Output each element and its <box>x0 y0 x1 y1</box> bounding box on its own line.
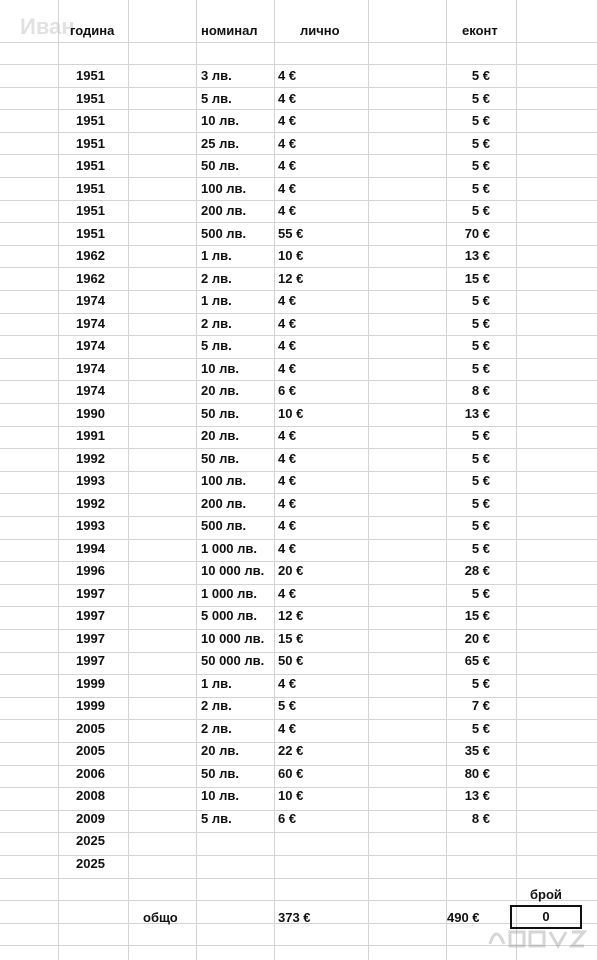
row-year: 1962 <box>76 248 105 263</box>
row-price-econt: 13 € <box>464 406 490 421</box>
row-year: 1993 <box>76 473 105 488</box>
row-price-personal: 4 € <box>278 316 297 331</box>
row-denomination: 1 лв. <box>201 676 232 691</box>
row-price-econt: 5 € <box>471 473 490 488</box>
row-denomination: 20 лв. <box>201 743 239 758</box>
row-price-personal: 4 € <box>278 158 297 173</box>
row-price-personal: 22 € <box>278 743 304 758</box>
row-price-personal: 4 € <box>278 91 297 106</box>
row-denomination: 5 000 лв. <box>201 608 258 623</box>
grid-column-line <box>516 0 517 960</box>
row-denomination: 20 лв. <box>201 428 239 443</box>
row-year: 1992 <box>76 451 105 466</box>
row-price-econt: 15 € <box>464 271 490 286</box>
row-year: 1951 <box>76 226 105 241</box>
row-price-personal: 4 € <box>278 113 297 128</box>
row-denomination: 10 000 лв. <box>201 631 265 646</box>
row-price-econt: 5 € <box>471 68 490 83</box>
row-price-econt: 5 € <box>471 316 490 331</box>
row-year: 1962 <box>76 271 105 286</box>
row-price-personal: 10 € <box>278 406 304 421</box>
row-denomination: 20 лв. <box>201 383 239 398</box>
row-price-personal: 4 € <box>278 496 297 511</box>
count-input[interactable]: 0 <box>510 905 582 929</box>
count-label: брой <box>530 887 562 902</box>
row-year: 1974 <box>76 316 105 331</box>
grid-column-line <box>58 0 59 960</box>
row-price-econt: 8 € <box>471 383 490 398</box>
row-denomination: 25 лв. <box>201 136 239 151</box>
row-year: 1951 <box>76 203 105 218</box>
row-year: 2009 <box>76 811 105 826</box>
grid-row-line <box>0 177 597 178</box>
row-denomination: 50 000 лв. <box>201 653 265 668</box>
header-denomination: номинал <box>201 23 258 38</box>
row-year: 1951 <box>76 113 105 128</box>
row-price-econt: 20 € <box>464 631 490 646</box>
row-denomination: 200 лв. <box>201 496 247 511</box>
row-price-econt: 5 € <box>471 428 490 443</box>
row-denomination: 10 лв. <box>201 113 239 128</box>
row-price-personal: 15 € <box>278 631 304 646</box>
row-price-personal: 4 € <box>278 293 297 308</box>
grid-column-line <box>368 0 369 960</box>
row-price-econt: 5 € <box>471 721 490 736</box>
row-year: 2005 <box>76 721 105 736</box>
row-year: 1997 <box>76 586 105 601</box>
row-price-econt: 35 € <box>464 743 490 758</box>
row-price-econt: 5 € <box>471 91 490 106</box>
grid-row-line <box>0 132 597 133</box>
row-price-personal: 6 € <box>278 383 297 398</box>
row-year: 1990 <box>76 406 105 421</box>
row-year: 1951 <box>76 181 105 196</box>
row-price-personal: 4 € <box>278 338 297 353</box>
row-year: 1951 <box>76 91 105 106</box>
row-price-econt: 5 € <box>471 518 490 533</box>
row-price-personal: 4 € <box>278 181 297 196</box>
grid-row-line <box>0 42 597 43</box>
row-denomination: 5 лв. <box>201 338 232 353</box>
row-year: 1974 <box>76 361 105 376</box>
row-price-econt: 5 € <box>471 203 490 218</box>
row-price-econt <box>456 831 490 851</box>
header-econt: еконт <box>462 23 498 38</box>
row-price-personal: 4 € <box>278 541 297 556</box>
row-price-econt: 80 € <box>464 766 490 781</box>
row-price-personal: 20 € <box>278 563 304 578</box>
row-price-econt: 13 € <box>464 788 490 803</box>
row-denomination: 100 лв. <box>201 181 247 196</box>
row-year: 2008 <box>76 788 105 803</box>
row-denomination: 1 лв. <box>201 293 232 308</box>
row-denomination: 500 лв. <box>201 518 247 533</box>
row-year: 1951 <box>76 68 105 83</box>
total-label: общо <box>143 910 178 925</box>
row-year: 1994 <box>76 541 105 556</box>
row-price-personal: 4 € <box>278 586 297 601</box>
row-year: 1992 <box>76 496 105 511</box>
row-year: 1996 <box>76 563 105 578</box>
grid-row-line <box>0 878 597 879</box>
row-denomination: 100 лв. <box>201 473 247 488</box>
row-denomination: 1 000 лв. <box>201 541 258 556</box>
row-year: 2006 <box>76 766 105 781</box>
row-price-personal: 4 € <box>278 361 297 376</box>
grid-row-line <box>0 87 597 88</box>
row-denomination: 2 лв. <box>201 698 232 713</box>
row-price-econt: 65 € <box>464 653 490 668</box>
row-price-econt: 15 € <box>464 608 490 623</box>
row-denomination: 2 лв. <box>201 721 232 736</box>
row-denomination: 1 лв. <box>201 248 232 263</box>
row-price-econt: 28 € <box>464 563 490 578</box>
row-price-personal: 55 € <box>278 226 304 241</box>
header-personal: лично <box>300 23 340 38</box>
row-denomination: 50 лв. <box>201 451 239 466</box>
row-price-econt: 5 € <box>471 451 490 466</box>
grid-row-line <box>0 154 597 155</box>
row-price-personal: 4 € <box>278 518 297 533</box>
row-price-econt: 5 € <box>471 113 490 128</box>
row-year: 1974 <box>76 293 105 308</box>
grid-column-line <box>274 0 275 960</box>
row-denomination: 10 лв. <box>201 361 239 376</box>
row-price-econt: 7 € <box>471 698 490 713</box>
row-denomination: 10 000 лв. <box>201 563 265 578</box>
row-price-personal: 4 € <box>278 136 297 151</box>
row-denomination: 50 лв. <box>201 406 239 421</box>
row-denomination: 5 лв. <box>201 91 232 106</box>
row-denomination: 50 лв. <box>201 766 239 781</box>
row-denomination: 10 лв. <box>201 788 239 803</box>
row-year: 1997 <box>76 608 105 623</box>
row-denomination: 200 лв. <box>201 203 247 218</box>
row-year: 2025 <box>76 833 105 848</box>
row-year: 1951 <box>76 158 105 173</box>
row-price-personal: 4 € <box>278 428 297 443</box>
row-price-econt: 70 € <box>464 226 490 241</box>
row-price-personal: 4 € <box>278 676 297 691</box>
site-logo-watermark <box>486 914 596 954</box>
row-year: 2025 <box>76 856 105 871</box>
row-price-personal: 60 € <box>278 766 304 781</box>
grid-row-line <box>0 64 597 65</box>
row-year: 1974 <box>76 338 105 353</box>
row-year: 2005 <box>76 743 105 758</box>
row-price-personal: 4 € <box>278 721 297 736</box>
row-price-personal: 4 € <box>278 203 297 218</box>
row-price-econt: 5 € <box>471 293 490 308</box>
row-price-econt: 5 € <box>471 361 490 376</box>
row-price-econt: 13 € <box>464 248 490 263</box>
grid-column-line <box>196 0 197 960</box>
row-price-personal: 4 € <box>278 68 297 83</box>
row-denomination: 2 лв. <box>201 316 232 331</box>
header-year: година <box>70 23 115 38</box>
row-price-econt: 5 € <box>471 136 490 151</box>
row-price-personal: 10 € <box>278 248 304 263</box>
row-year: 1993 <box>76 518 105 533</box>
row-price-econt: 5 € <box>471 496 490 511</box>
row-denomination: 50 лв. <box>201 158 239 173</box>
row-price-econt: 5 € <box>471 676 490 691</box>
watermark-text: Иван <box>20 14 75 39</box>
grid-row-line <box>0 267 597 268</box>
total-personal: 373 € <box>278 910 311 925</box>
row-price-econt: 5 € <box>471 541 490 556</box>
row-price-econt: 5 € <box>471 586 490 601</box>
row-denomination: 500 лв. <box>201 226 247 241</box>
row-price-econt <box>456 854 490 874</box>
row-price-personal: 50 € <box>278 653 304 668</box>
row-price-personal: 10 € <box>278 788 304 803</box>
total-econt: 490 € <box>447 910 480 925</box>
row-year: 1997 <box>76 631 105 646</box>
row-year: 1999 <box>76 676 105 691</box>
row-denomination: 1 000 лв. <box>201 586 258 601</box>
grid-column-line <box>446 0 447 960</box>
grid-row-line <box>0 900 597 901</box>
row-price-econt: 5 € <box>471 181 490 196</box>
row-price-personal: 12 € <box>278 271 304 286</box>
row-year: 1951 <box>76 136 105 151</box>
row-price-personal: 12 € <box>278 608 304 623</box>
row-price-personal: 4 € <box>278 451 297 466</box>
grid-row-line <box>0 222 597 223</box>
row-price-personal: 4 € <box>278 473 297 488</box>
row-price-econt: 5 € <box>471 158 490 173</box>
row-price-personal: 6 € <box>278 811 297 826</box>
row-denomination: 3 лв. <box>201 68 232 83</box>
row-price-personal: 5 € <box>278 698 297 713</box>
row-denomination: 2 лв. <box>201 271 232 286</box>
row-price-econt: 8 € <box>471 811 490 826</box>
row-year: 1997 <box>76 653 105 668</box>
grid-column-line <box>128 0 129 960</box>
row-year: 1999 <box>76 698 105 713</box>
row-price-econt: 5 € <box>471 338 490 353</box>
grid-row-line <box>0 109 597 110</box>
row-denomination: 5 лв. <box>201 811 232 826</box>
row-year: 1991 <box>76 428 105 443</box>
row-year: 1974 <box>76 383 105 398</box>
